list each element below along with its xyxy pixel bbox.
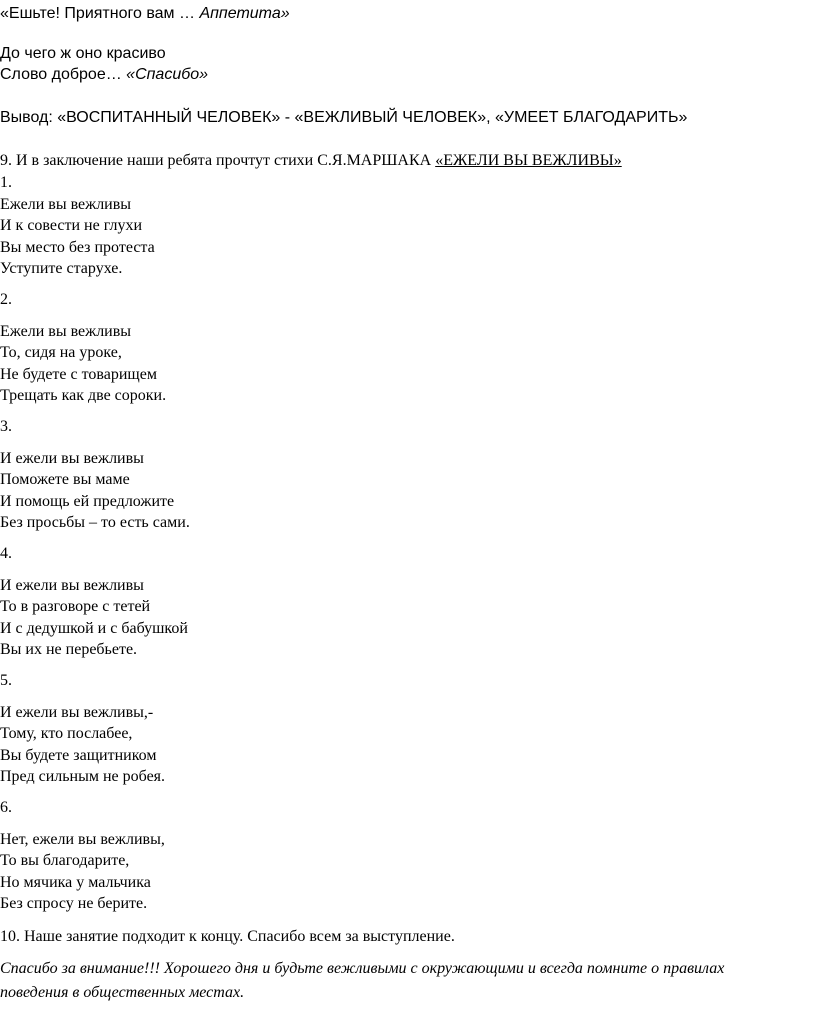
verse-line: То в разговоре с тетей <box>0 598 151 615</box>
verse-line: Ежели вы вежливы <box>0 322 132 340</box>
verse-line: Но мячика у мальчика <box>0 873 151 891</box>
verse-line: То, сидя на уроке, <box>0 344 122 361</box>
verse-line: Вы место без протеста <box>0 238 155 256</box>
verse-line: Нет, ежели вы вежливы, <box>0 830 165 848</box>
item-9-text: 9. И в заключение наши ребята прочтут стихи С.Я.МАРШАКА <box>0 152 436 169</box>
header-line-appetite-text: «Ешьте! Приятного вам … <box>0 5 200 22</box>
stanza-gap <box>0 565 188 575</box>
verse-line: И помощь ей предложите <box>0 492 175 510</box>
header-line-thanks-italic: «Спасибо» <box>126 66 209 83</box>
header-line-appetite-italic: Аппетита» <box>199 5 290 22</box>
stanza-gap <box>0 819 165 829</box>
verse-line: И ежели вы вежливы <box>0 449 144 467</box>
verse-line: Без спросу не берите. <box>0 895 148 912</box>
closing-paragraph: Спасибо за внимание!!! Хорошего дня и будьте вежливыми с окружающими и всегда помните о правилах поведения в общественных местах. <box>0 960 725 1001</box>
verse-line: Вы их не перебьете. <box>0 641 138 658</box>
stanza-number: 3. <box>0 418 12 435</box>
stanza-3 <box>0 416 190 534</box>
item-10-line: 10. Наше занятие подходит к концу. Спасибо всем за выступление. <box>0 928 455 945</box>
stanza-gap <box>0 311 166 321</box>
stanza-number: 1. <box>0 174 12 191</box>
stanza-1 <box>0 172 155 280</box>
stanza-4 <box>0 543 188 661</box>
verse-line: Трещать как две сороки. <box>0 387 167 404</box>
verse-line: И ежели вы вежливы <box>0 576 144 594</box>
stanza-number: 4. <box>0 545 12 562</box>
item-9-line <box>0 150 622 172</box>
verse-line: Вы будете защитником <box>0 746 157 764</box>
conclusion-line: Вывод: «ВОСПИТАННЫЙ ЧЕЛОВЕК» - «ВЕЖЛИВЫЙ ЧЕЛОВЕК», «УМЕЕТ БЛАГОДАРИТЬ» <box>0 109 688 126</box>
stanza-5 <box>0 670 165 788</box>
stanza-number: 5. <box>0 672 12 689</box>
header-line-thanks <box>0 65 208 85</box>
verse-line: Ежели вы вежливы <box>0 195 132 213</box>
verse-line: Тому, кто послабее, <box>0 725 133 742</box>
stanza-gap <box>0 438 190 448</box>
verse-line: Без просьбы – то есть сами. <box>0 514 190 531</box>
stanza-6 <box>0 797 165 915</box>
poem-title-link[interactable]: «ЕЖЕЛИ ВЫ ВЕЖЛИВЫ» <box>435 152 622 169</box>
verse-line: И с дедушкой и с бабушкой <box>0 619 188 637</box>
verse-line: Не будете с товарищем <box>0 365 157 383</box>
header-line-thanks-text: Слово доброе… <box>0 66 127 83</box>
verse-line: Поможете вы маме <box>0 471 130 488</box>
verse-line: Пред сильным не робея. <box>0 768 166 785</box>
stanza-number: 2. <box>0 291 12 308</box>
stanza-2 <box>0 289 166 407</box>
header-line-beautiful: До чего ж оно красиво <box>0 45 166 62</box>
stanza-number: 6. <box>0 799 12 816</box>
header-line-appetite <box>0 4 290 24</box>
verse-line: И к совести не глухи <box>0 217 143 234</box>
stanza-gap <box>0 692 165 702</box>
verse-line: То вы благодарите, <box>0 852 130 869</box>
verse-line: Уступите старухе. <box>0 260 123 277</box>
verse-line: И ежели вы вежливы,- <box>0 703 154 721</box>
